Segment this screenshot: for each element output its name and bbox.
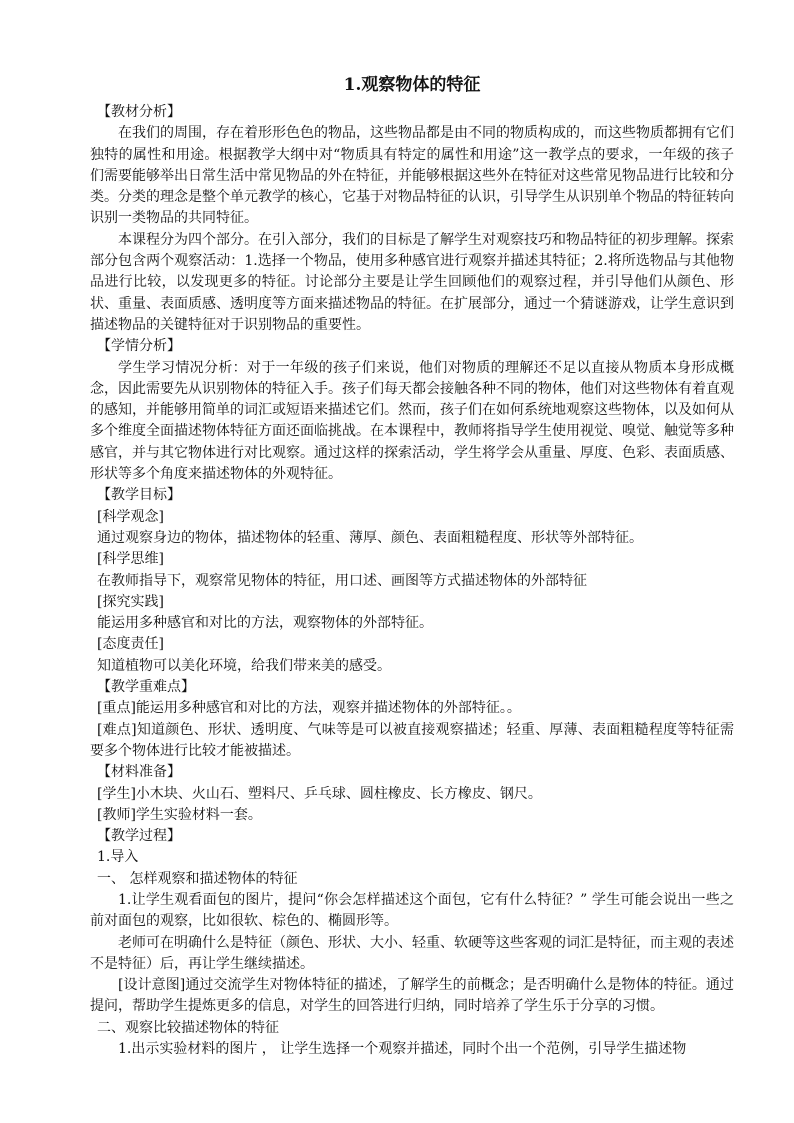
paragraph: 老师可在明确什么是特征（颜色、形状、大小、轻重、软硬等这些客观的词汇是特征，而主观的表述不是特征）后，再让学生继续描述。 [90,934,734,972]
paragraph: 1.出示实验材料的图片 ， 让学生选择一个观察并描述，同时个出一个范例，引导学生描述物 [118,1041,687,1058]
document-title: 1.观察物体的特征 [343,75,481,95]
paragraph: 1.让学生观看面包的图片，提问“你会怎样描述这个面包，它有什么特征？” 学生可能会说出一些之前对面包的观察，比如很软、棕色的、椭圆形等。 [90,891,734,930]
goal-text: 知道植物可以美化环境，给我们带来美的感受。 [97,657,391,674]
section-heading-materials: 【材料准备】 [97,764,181,781]
section-heading-student-analysis: 【学情分析】 [97,338,181,355]
paragraph: 在我们的周围，存在着形形色色的物品，这些物品都是由不同的物质构成的，而这些物质都拥有它们独特的属性和用途。根据教学大纲中对“物质具有特定的属性和用途”这一教学点的要求，一年级的孩子们需要能够举出日常生活中常见物品的外在特征，并能够根据这些外在特征对这些常见物品进行比较和分类。分类的理念是整个单元教学的核心，它基于对物品特征的认识，引导学生从识别单个物品的特征转向识别一类物品的共同特征。 [90,125,734,227]
materials-students: [学生]小木块、火山石、塑料尺、乒乓球、圆柱橡皮、长方橡皮、钢尺。 [97,785,542,802]
process-subheading: 二、观察比较描述物体的特征 [97,1019,279,1036]
section-heading-teaching-goals: 【教学目标】 [97,487,181,504]
process-subheading: 一、 怎样观察和描述物体的特征 [97,870,298,887]
process-step: 1.导入 [97,849,139,866]
key-point: [重点]能运用多种感官和对比的方法，观察并描述物体的外部特征。。 [97,700,521,717]
section-heading-process: 【教学过程】 [97,828,181,845]
goal-label: [态度责任] [97,636,164,653]
section-heading-textbook-analysis: 【教材分析】 [97,104,181,120]
goal-label: [科学观念] [97,508,164,525]
paragraph: 学生学习情况分析：对于一年级的孩子们来说，他们对物质的理解还不足以直接从物质本身形成概念，因此需要先从识别物体的特征入手。孩子们每天都会接触各种不同的物体，他们对这些物体有着直观的感知，并能够用简单的词汇或短语来描述它们。然而，孩子们在如何系统地观察这些物体，以及如何从多个维度全面描述物体特征方面还面临挑战。在本课程中，教师将指导学生使用视觉、嗅觉、触觉等多种感官，并与其它物体进行对比观察。通过这样的探索活动，学生将学会从重量、厚度、色彩、表面质感、形状等多个角度来描述物体的外观特征。 [90,359,734,483]
goal-text: 在教师指导下，观察常见物体的特征，用口述、画图等方式描述物体的外部特征 [97,572,587,589]
goal-text: 通过观察身边的物体，描述物体的轻重、薄厚、颜色、表面粗糙程度、形状等外部特征。 [97,529,643,546]
goal-text: 能运用多种感官和对比的方法，观察物体的外部特征。 [97,615,433,632]
paragraph: [设计意图]通过交流学生对物体特征的描述，了解学生的前概念；是否明确什么是物体的特征。通过提问，帮助学生提炼更多的信息，对学生的回答进行归纳，同时培养了学生乐于分享的习惯。 [90,977,734,1015]
goal-label: [探究实践] [97,593,164,610]
goal-label: [科学思维] [97,551,164,568]
section-heading-key-points: 【教学重难点】 [97,679,195,696]
document-page [90,74,734,1060]
difficult-point: [难点]知道颜色、形状、透明度、气味等是可以被直接观察描述；轻重、厚薄、表面粗糙程度等特征需要多个物体进行比较才能被描述。 [90,721,734,759]
paragraph: 本课程分为四个部分。在引入部分，我们的目标是了解学生对观察技巧和物品特征的初步理解。探索部分包含两个观察活动：1.选择一个物品，使用多种感官进行观察并描述其特征；2.将所选物品与其他物品进行比较，以发现更多的特征。讨论部分主要是让学生回顾他们的观察过程，并引导他们从颜色、形状、重量、表面质感、透明度等方面来描述物品的特征。在扩展部分，通过一个猜谜游戏，让学生意识到描述物品的关键特征对于识别物品的重要性。 [90,231,734,333]
materials-teacher: [教师]学生实验材料一套。 [97,806,262,823]
